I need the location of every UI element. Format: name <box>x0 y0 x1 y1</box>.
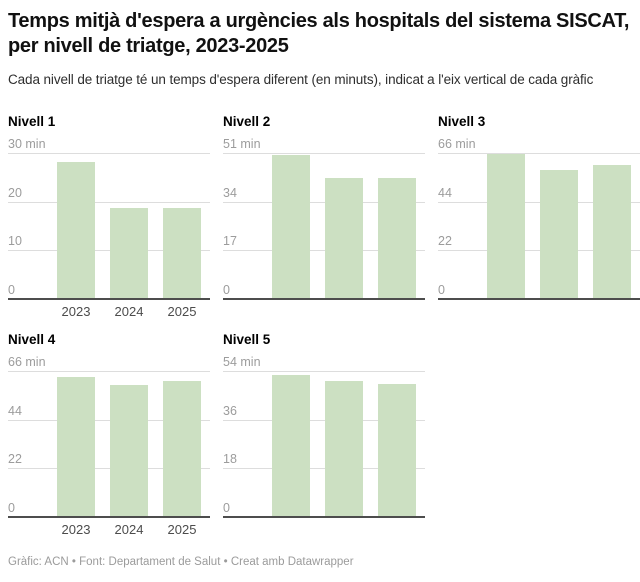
x-tick-label: 2023 <box>61 304 91 319</box>
x-tick-label: 2025 <box>167 304 197 319</box>
y-tick-label: 10 <box>8 234 22 248</box>
charts-row-1 <box>8 112 640 324</box>
chart-panel-nivell-2 <box>223 112 425 324</box>
y-tick-label: 36 <box>223 404 237 418</box>
bar-2025[interactable] <box>163 208 201 298</box>
y-tick-label: 0 <box>223 283 230 297</box>
x-tick-label: 2023 <box>61 522 91 537</box>
bar-2025[interactable] <box>593 165 631 298</box>
chart-panel-nivell-5 <box>223 330 425 542</box>
x-axis-line <box>223 516 425 518</box>
y-tick-label: 18 <box>223 452 237 466</box>
x-axis-line <box>8 516 210 518</box>
y-gridline <box>223 153 425 154</box>
plot-area <box>438 112 640 324</box>
chart-title: Temps mitjà d'espera a urgències als hospitals del sistema SISCAT, per nivell de triatge, 2023-2025 <box>8 10 630 57</box>
y-tick-label: 30 min <box>8 137 46 151</box>
y-tick-label: 17 <box>223 234 237 248</box>
bar-2024[interactable] <box>325 381 363 516</box>
chart-panel-nivell-1 <box>8 112 210 324</box>
x-tick-label: 2024 <box>114 304 144 319</box>
panel-title: Nivell 2 <box>223 114 271 129</box>
bar-2023[interactable] <box>57 377 95 516</box>
chart-panel-nivell-4 <box>8 330 210 542</box>
panel-title: Nivell 3 <box>438 114 486 129</box>
plot-area <box>8 330 210 542</box>
x-axis-line <box>438 298 640 300</box>
x-tick-label: 2025 <box>167 522 197 537</box>
y-gridline <box>8 202 210 203</box>
bar-2024[interactable] <box>540 170 578 298</box>
y-gridline <box>223 371 425 372</box>
bar-2025[interactable] <box>163 381 201 516</box>
y-tick-label: 20 <box>8 186 22 200</box>
y-gridline <box>8 371 210 372</box>
bar-2025[interactable] <box>378 178 416 298</box>
y-tick-label: 44 <box>8 404 22 418</box>
bar-2023[interactable] <box>57 162 95 298</box>
bar-2024[interactable] <box>110 385 148 516</box>
bar-2024[interactable] <box>325 178 363 298</box>
y-tick-label: 34 <box>223 186 237 200</box>
chart-panel-nivell-3 <box>438 112 640 324</box>
y-tick-label: 22 <box>438 234 452 248</box>
bar-2023[interactable] <box>487 154 525 298</box>
panel-title: Nivell 4 <box>8 332 56 347</box>
y-tick-label: 22 <box>8 452 22 466</box>
y-tick-label: 0 <box>8 501 15 515</box>
bar-2023[interactable] <box>272 375 310 516</box>
y-tick-label: 44 <box>438 186 452 200</box>
bar-2023[interactable] <box>272 155 310 298</box>
x-tick-label: 2024 <box>114 522 144 537</box>
plot-area <box>8 112 210 324</box>
chart-credit: Gràfic: ACN • Font: Departament de Salut • Creat amb Datawrapper <box>8 556 354 568</box>
y-tick-label: 54 min <box>223 355 261 369</box>
bar-2024[interactable] <box>110 208 148 298</box>
y-tick-label: 0 <box>223 501 230 515</box>
panel-title: Nivell 5 <box>223 332 271 347</box>
y-gridline <box>438 153 640 154</box>
plot-area <box>223 330 425 542</box>
bar-2025[interactable] <box>378 384 416 516</box>
chart-subtitle: Cada nivell de triatge té un temps d'espera diferent (en minuts), indicat a l'eix vertical de cada gràfic <box>8 72 594 87</box>
x-axis-line <box>8 298 210 300</box>
y-tick-label: 66 min <box>438 137 476 151</box>
y-tick-label: 66 min <box>8 355 46 369</box>
y-tick-label: 0 <box>8 283 15 297</box>
y-tick-label: 51 min <box>223 137 261 151</box>
panel-title: Nivell 1 <box>8 114 56 129</box>
y-tick-label: 0 <box>438 283 445 297</box>
y-gridline <box>8 153 210 154</box>
plot-area <box>223 112 425 324</box>
x-axis-line <box>223 298 425 300</box>
charts-row-2 <box>8 330 425 542</box>
